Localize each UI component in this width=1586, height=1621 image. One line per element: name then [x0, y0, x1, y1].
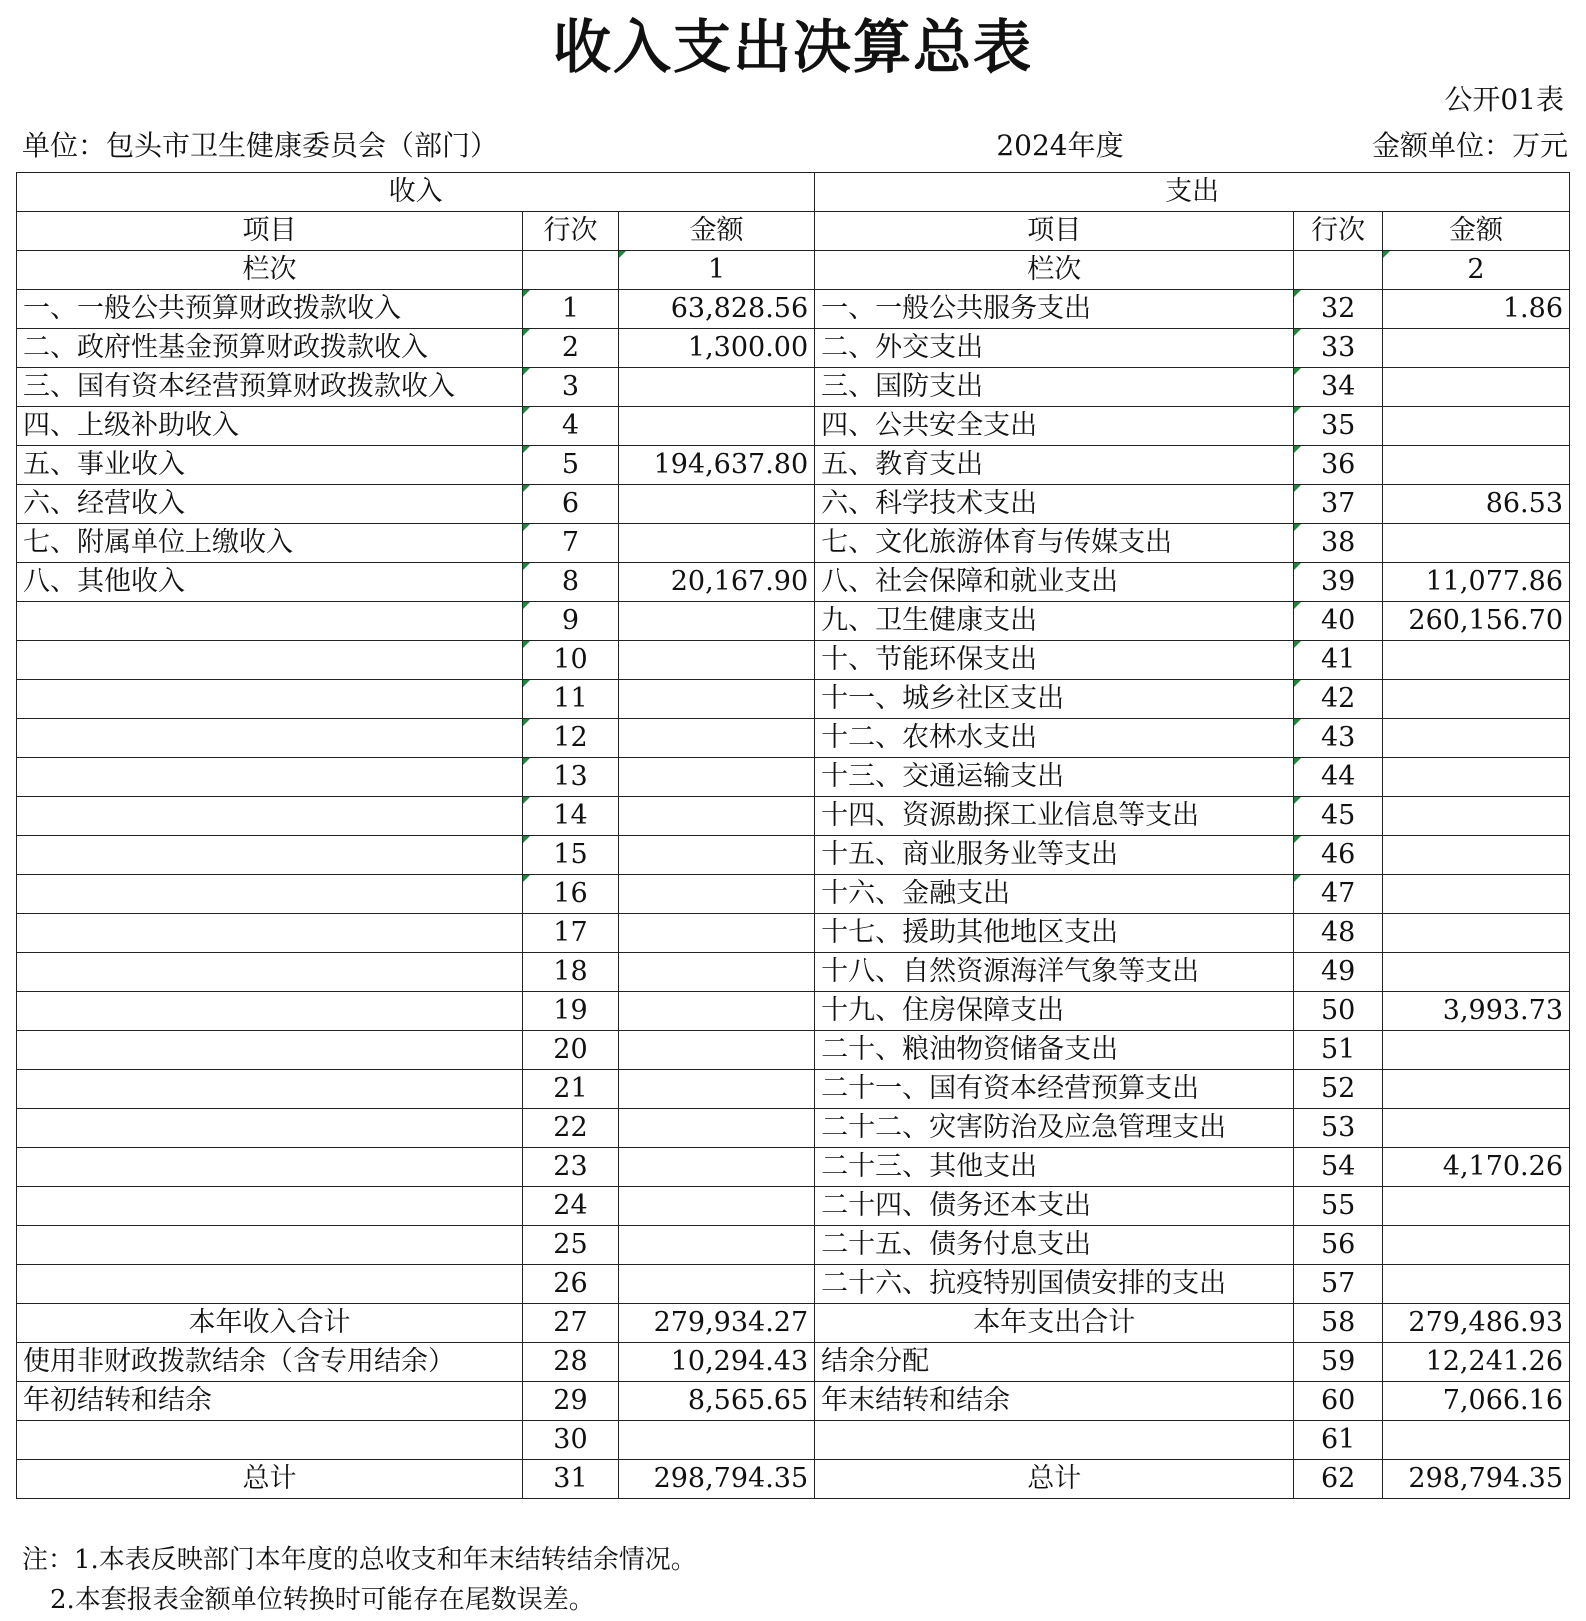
income-item: 本年收入合计 — [17, 1304, 523, 1343]
expense-amount — [1383, 446, 1570, 485]
income-amount — [618, 641, 814, 680]
income-item — [17, 680, 523, 719]
income-lanci-label: 栏次 — [17, 251, 523, 290]
expense-line: 42 — [1294, 680, 1383, 719]
table-row — [17, 1031, 1570, 1070]
expense-amount — [1383, 407, 1570, 446]
income-amount — [618, 758, 814, 797]
expense-line: 58 — [1294, 1304, 1383, 1343]
income-item — [17, 1265, 523, 1304]
income-amount: 1,300.00 — [618, 329, 814, 368]
expense-item: 七、文化旅游体育与传媒支出 — [815, 524, 1294, 563]
expense-item: 二十、粮油物资储备支出 — [815, 1031, 1294, 1070]
expense-item: 九、卫生健康支出 — [815, 602, 1294, 641]
expense-line: 55 — [1294, 1187, 1383, 1226]
income-amount — [618, 1187, 814, 1226]
income-item — [17, 1031, 523, 1070]
expense-item: 二十四、债务还本支出 — [815, 1187, 1294, 1226]
expense-amount — [1383, 836, 1570, 875]
subtotal-row — [17, 1304, 1570, 1343]
income-amount — [618, 1070, 814, 1109]
income-line: 2 — [522, 329, 618, 368]
income-line: 19 — [522, 992, 618, 1031]
expense-item: 十二、农林水支出 — [815, 719, 1294, 758]
expense-amount — [1383, 1265, 1570, 1304]
expense-line: 41 — [1294, 641, 1383, 680]
income-item — [17, 797, 523, 836]
income-line-header: 行次 — [522, 212, 618, 251]
expense-item: 十四、资源勘探工业信息等支出 — [815, 797, 1294, 836]
income-item: 六、经营收入 — [17, 485, 523, 524]
income-amount: 20,167.90 — [618, 563, 814, 602]
table-row — [17, 1187, 1570, 1226]
income-amount: 298,794.35 — [618, 1460, 814, 1499]
expense-item: 总计 — [815, 1460, 1294, 1499]
expense-line: 37 — [1294, 485, 1383, 524]
expense-item: 十五、商业服务业等支出 — [815, 836, 1294, 875]
expense-line: 51 — [1294, 1031, 1383, 1070]
income-item — [17, 1226, 523, 1265]
table-row — [17, 680, 1570, 719]
income-item — [17, 875, 523, 914]
expense-item: 三、国防支出 — [815, 368, 1294, 407]
expense-amount — [1383, 1226, 1570, 1265]
table-row — [17, 1343, 1570, 1382]
expense-amount — [1383, 1187, 1570, 1226]
expense-section-header: 支出 — [815, 173, 1570, 212]
income-line: 4 — [522, 407, 618, 446]
expense-line: 39 — [1294, 563, 1383, 602]
income-line: 10 — [522, 641, 618, 680]
income-item: 五、事业收入 — [17, 446, 523, 485]
section-header-row — [17, 173, 1570, 212]
income-line: 8 — [522, 563, 618, 602]
expense-lanci-blank — [1294, 251, 1383, 290]
income-line: 9 — [522, 602, 618, 641]
income-line: 11 — [522, 680, 618, 719]
expense-item: 十八、自然资源海洋气象等支出 — [815, 953, 1294, 992]
table-row — [17, 1109, 1570, 1148]
income-line: 21 — [522, 1070, 618, 1109]
income-item — [17, 758, 523, 797]
income-line: 25 — [522, 1226, 618, 1265]
income-line: 26 — [522, 1265, 618, 1304]
expense-item: 十、节能环保支出 — [815, 641, 1294, 680]
expense-item: 八、社会保障和就业支出 — [815, 563, 1294, 602]
expense-item: 一、一般公共服务支出 — [815, 290, 1294, 329]
table-row — [17, 368, 1570, 407]
expense-item: 二十五、债务付息支出 — [815, 1226, 1294, 1265]
expense-amount: 260,156.70 — [1383, 602, 1570, 641]
expense-amount — [1383, 875, 1570, 914]
income-amount: 194,637.80 — [618, 446, 814, 485]
expense-line-header: 行次 — [1294, 212, 1383, 251]
footnote-1: 注：1.本表反映部门本年度的总收支和年末结转结余情况。 — [22, 1545, 697, 1575]
expense-amount — [1383, 680, 1570, 719]
expense-line: 38 — [1294, 524, 1383, 563]
expense-item: 十九、住房保障支出 — [815, 992, 1294, 1031]
expense-item: 十六、金融支出 — [815, 875, 1294, 914]
income-line: 27 — [522, 1304, 618, 1343]
income-line: 12 — [522, 719, 618, 758]
table-row — [17, 875, 1570, 914]
income-line: 23 — [522, 1148, 618, 1187]
income-item — [17, 1187, 523, 1226]
income-amount — [618, 485, 814, 524]
expense-line: 44 — [1294, 758, 1383, 797]
total-row — [17, 1460, 1570, 1499]
table-row — [17, 1421, 1570, 1460]
table-row — [17, 758, 1570, 797]
income-line: 20 — [522, 1031, 618, 1070]
income-amount: 8,565.65 — [618, 1382, 814, 1421]
income-amount — [618, 680, 814, 719]
income-item — [17, 1421, 523, 1460]
expense-line: 53 — [1294, 1109, 1383, 1148]
income-item — [17, 602, 523, 641]
income-lanci-number: 1 — [618, 251, 814, 290]
income-amount: 10,294.43 — [618, 1343, 814, 1382]
table-row — [17, 953, 1570, 992]
expense-amount — [1383, 1421, 1570, 1460]
expense-amount — [1383, 719, 1570, 758]
table-row — [17, 485, 1570, 524]
income-amount: 279,934.27 — [618, 1304, 814, 1343]
income-line: 18 — [522, 953, 618, 992]
income-item: 二、政府性基金预算财政拨款收入 — [17, 329, 523, 368]
income-item: 八、其他收入 — [17, 563, 523, 602]
expense-item: 十七、援助其他地区支出 — [815, 914, 1294, 953]
income-amount — [618, 1265, 814, 1304]
expense-item: 五、教育支出 — [815, 446, 1294, 485]
expense-line: 35 — [1294, 407, 1383, 446]
expense-line: 48 — [1294, 914, 1383, 953]
expense-amount: 279,486.93 — [1383, 1304, 1570, 1343]
page-title: 收入支出决算总表 — [552, 13, 1033, 81]
income-amount — [618, 719, 814, 758]
table-row — [17, 1226, 1570, 1265]
expense-line: 60 — [1294, 1382, 1383, 1421]
income-item: 七、附属单位上缴收入 — [17, 524, 523, 563]
table-row — [17, 524, 1570, 563]
income-item: 使用非财政拨款结余（含专用结余） — [17, 1343, 523, 1382]
expense-amount — [1383, 329, 1570, 368]
income-line: 13 — [522, 758, 618, 797]
income-line: 28 — [522, 1343, 618, 1382]
income-line: 3 — [522, 368, 618, 407]
table-row — [17, 1265, 1570, 1304]
income-item — [17, 719, 523, 758]
footnotes — [22, 1540, 697, 1620]
expense-line: 47 — [1294, 875, 1383, 914]
income-amount — [618, 1031, 814, 1070]
expense-lanci-number: 2 — [1383, 251, 1570, 290]
table-row — [17, 1070, 1570, 1109]
table-row — [17, 914, 1570, 953]
expense-amount: 11,077.86 — [1383, 563, 1570, 602]
expense-line: 52 — [1294, 1070, 1383, 1109]
expense-lanci-label: 栏次 — [815, 251, 1294, 290]
expense-amount: 298,794.35 — [1383, 1460, 1570, 1499]
expense-item: 二十一、国有资本经营预算支出 — [815, 1070, 1294, 1109]
table-row — [17, 563, 1570, 602]
expense-line: 56 — [1294, 1226, 1383, 1265]
expense-line: 59 — [1294, 1343, 1383, 1382]
expense-amount — [1383, 641, 1570, 680]
income-amount — [618, 524, 814, 563]
income-item — [17, 1148, 523, 1187]
income-line: 6 — [522, 485, 618, 524]
table-row — [17, 1148, 1570, 1187]
income-line: 1 — [522, 290, 618, 329]
income-amount — [618, 368, 814, 407]
income-amount — [618, 1148, 814, 1187]
income-line: 7 — [522, 524, 618, 563]
income-item — [17, 992, 523, 1031]
income-line: 14 — [522, 797, 618, 836]
table-row — [17, 407, 1570, 446]
income-item — [17, 836, 523, 875]
income-amount — [618, 875, 814, 914]
expense-item: 二十六、抗疫特别国债安排的支出 — [815, 1265, 1294, 1304]
income-item — [17, 1070, 523, 1109]
income-item — [17, 953, 523, 992]
expense-item: 十一、城乡社区支出 — [815, 680, 1294, 719]
expense-line: 45 — [1294, 797, 1383, 836]
income-line: 30 — [522, 1421, 618, 1460]
income-lanci-blank — [522, 251, 618, 290]
income-line: 31 — [522, 1460, 618, 1499]
income-item: 总计 — [17, 1460, 523, 1499]
unit-label: 单位：包头市卫生健康委员会（部门） — [22, 129, 499, 162]
expense-line: 61 — [1294, 1421, 1383, 1460]
income-amount — [618, 914, 814, 953]
column-header-row — [17, 212, 1570, 251]
expense-amount — [1383, 1070, 1570, 1109]
income-amount: 63,828.56 — [618, 290, 814, 329]
expense-item: 四、公共安全支出 — [815, 407, 1294, 446]
expense-item-header: 项目 — [815, 212, 1294, 251]
income-line: 5 — [522, 446, 618, 485]
expense-amount: 1.86 — [1383, 290, 1570, 329]
expense-amount: 4,170.26 — [1383, 1148, 1570, 1187]
expense-item: 年末结转和结余 — [815, 1382, 1294, 1421]
expense-line: 32 — [1294, 290, 1383, 329]
form-number: 公开01表 — [1444, 83, 1564, 116]
table-row — [17, 719, 1570, 758]
expense-line: 50 — [1294, 992, 1383, 1031]
expense-amount — [1383, 797, 1570, 836]
expense-line: 33 — [1294, 329, 1383, 368]
income-item: 四、上级补助收入 — [17, 407, 523, 446]
expense-item: 二、外交支出 — [815, 329, 1294, 368]
income-amount — [618, 836, 814, 875]
income-item — [17, 641, 523, 680]
expense-amount — [1383, 758, 1570, 797]
income-line: 22 — [522, 1109, 618, 1148]
expense-line: 36 — [1294, 446, 1383, 485]
expense-amount: 3,993.73 — [1383, 992, 1570, 1031]
expense-amount: 7,066.16 — [1383, 1382, 1570, 1421]
table-row — [17, 992, 1570, 1031]
expense-item: 二十三、其他支出 — [815, 1148, 1294, 1187]
expense-item: 结余分配 — [815, 1343, 1294, 1382]
expense-line: 46 — [1294, 836, 1383, 875]
table-row — [17, 602, 1570, 641]
income-item: 年初结转和结余 — [17, 1382, 523, 1421]
expense-amount — [1383, 368, 1570, 407]
table-row — [17, 446, 1570, 485]
income-item-header: 项目 — [17, 212, 523, 251]
table-row — [17, 329, 1570, 368]
expense-amount — [1383, 1109, 1570, 1148]
income-item: 三、国有资本经营预算财政拨款收入 — [17, 368, 523, 407]
income-line: 15 — [522, 836, 618, 875]
income-item — [17, 1109, 523, 1148]
income-line: 29 — [522, 1382, 618, 1421]
income-item — [17, 914, 523, 953]
expense-line: 62 — [1294, 1460, 1383, 1499]
fiscal-year: 2024年度 — [996, 129, 1124, 162]
expense-item: 本年支出合计 — [815, 1304, 1294, 1343]
income-line: 17 — [522, 914, 618, 953]
expense-amount-header: 金额 — [1383, 212, 1570, 251]
expense-item: 六、科学技术支出 — [815, 485, 1294, 524]
income-amount — [618, 1421, 814, 1460]
income-amount — [618, 1226, 814, 1265]
income-section-header: 收入 — [17, 173, 815, 212]
expense-line: 54 — [1294, 1148, 1383, 1187]
table-row — [17, 1382, 1570, 1421]
expense-amount: 86.53 — [1383, 485, 1570, 524]
expense-line: 43 — [1294, 719, 1383, 758]
table-row — [17, 641, 1570, 680]
table-row — [17, 797, 1570, 836]
table-row — [17, 836, 1570, 875]
expense-item: 二十二、灾害防治及应急管理支出 — [815, 1109, 1294, 1148]
expense-amount — [1383, 914, 1570, 953]
expense-item — [815, 1421, 1294, 1460]
footnote-2: 2.本套报表金额单位转换时可能存在尾数误差。 — [50, 1585, 595, 1615]
table-row — [17, 290, 1570, 329]
income-amount — [618, 407, 814, 446]
expense-amount — [1383, 1031, 1570, 1070]
income-item: 一、一般公共预算财政拨款收入 — [17, 290, 523, 329]
expense-amount — [1383, 953, 1570, 992]
expense-amount — [1383, 524, 1570, 563]
income-amount — [618, 992, 814, 1031]
income-line: 24 — [522, 1187, 618, 1226]
money-unit: 金额单位：万元 — [1371, 129, 1568, 162]
expense-item: 十三、交通运输支出 — [815, 758, 1294, 797]
expense-line: 34 — [1294, 368, 1383, 407]
expense-line: 49 — [1294, 953, 1383, 992]
income-amount-header: 金额 — [618, 212, 814, 251]
income-line: 16 — [522, 875, 618, 914]
income-amount — [618, 602, 814, 641]
income-amount — [618, 1109, 814, 1148]
income-amount — [618, 797, 814, 836]
lanci-row — [17, 251, 1570, 290]
expense-line: 40 — [1294, 602, 1383, 641]
income-amount — [618, 953, 814, 992]
expense-line: 57 — [1294, 1265, 1383, 1304]
income-expense-table — [16, 172, 1570, 1499]
expense-amount: 12,241.26 — [1383, 1343, 1570, 1382]
